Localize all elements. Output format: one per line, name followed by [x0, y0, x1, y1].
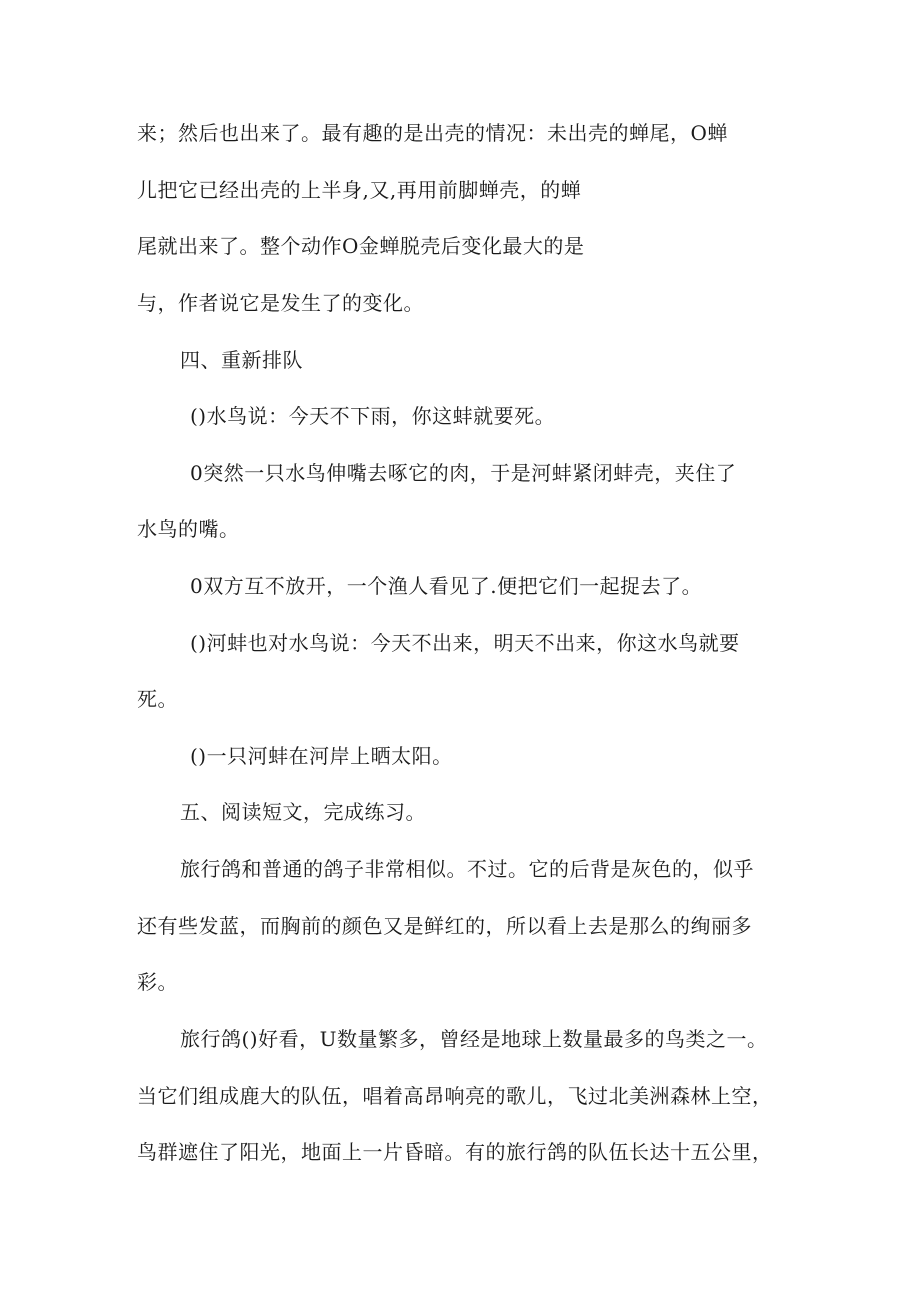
sentence-item-2-cont: 水鸟的嘴。 — [137, 517, 240, 541]
text-line-4: 与，作者说它是发生了的变化。 — [137, 291, 424, 315]
sentence-item-4-cont: 死。 — [137, 687, 178, 711]
text-line-3: 尾就出来了。整个动作O金蝉脱壳后变化最大的是 — [137, 234, 585, 258]
paragraph-1-line-2: 还有些发蓝，而胸前的颜色又是鲜红的，所以看上去是那么的绚丽多 — [137, 914, 752, 938]
paragraph-2-line-3: 鸟群遮住了阳光，地面上一片昏暗。有的旅行鸽的队伍长达十五公里， — [137, 1140, 773, 1164]
sentence-item-5: ()一只河蚌在河岸上晒太阳。 — [190, 744, 453, 768]
sentence-item-4: ()河蚌也对水鸟说：今天不出来，明天不出来，你这水鸟就要 — [190, 631, 740, 655]
sentence-item-3: 0双方互不放开，一个渔人看见了.便把它们一起捉去了。 — [190, 574, 703, 598]
paragraph-2-line-1: 旅行鸽()好看，U数量繁多，曾经是地球上数量最多的鸟类之一。 — [180, 1027, 768, 1051]
sentence-item-2: 0突然一只水鸟伸嘴去啄它的肉，于是河蚌紧闭蚌壳，夹住了 — [190, 461, 737, 485]
paragraph-2-line-2: 当它们组成鹿大的队伍，唱着高昂响亮的歌儿，飞过北美洲森林上空， — [137, 1084, 773, 1108]
paragraph-1-line-3: 彩。 — [137, 970, 178, 994]
text-line-2: 儿把它已经出壳的上半身,又,再用前脚蝉壳，的蝉 — [137, 178, 582, 202]
text-line-1: 来；然后也出来了。最有趣的是出壳的情况：未出壳的蝉尾，O蝉 — [137, 121, 728, 145]
paragraph-1-line-1: 旅行鸽和普通的鸽子非常相似。不过。它的后背是灰色的，似乎 — [180, 857, 754, 881]
section-heading-4: 四、重新排队 — [180, 348, 303, 372]
section-heading-5: 五、阅读短文，完成练习。 — [180, 800, 426, 824]
sentence-item-1: ()水鸟说：今天不下雨，你这蚌就要死。 — [190, 404, 556, 428]
